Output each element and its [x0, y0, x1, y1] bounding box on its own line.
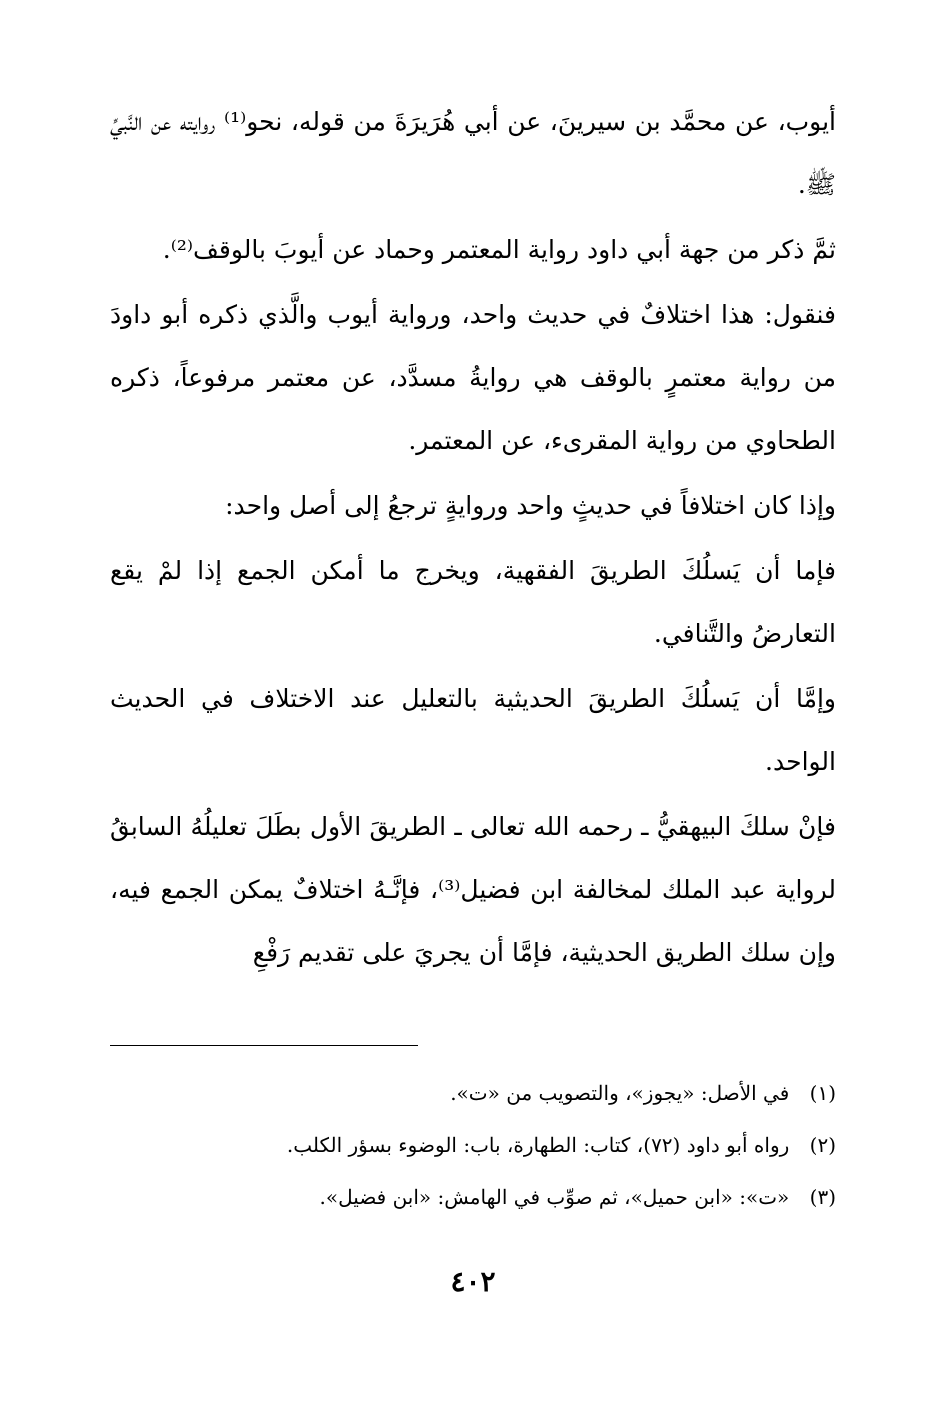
footnote-1	[110, 1067, 836, 1119]
footnote-separator	[110, 1045, 418, 1046]
main-text	[110, 90, 836, 984]
paragraph-2: ثمَّ ذكر من جهة أبي داود رواية المعتمر وحماد عن أيوبَ بالوقف⁽²⁾.	[162, 235, 836, 264]
footnote-text: «ت»: «ابن حميل»، ثم صوِّب في الهامش: «ابن فضيل».	[319, 1185, 790, 1209]
footnotes	[110, 1067, 836, 1223]
footnote-2	[110, 1119, 836, 1171]
footnote-number: (٣)	[809, 1185, 836, 1209]
footnote-number: (١)	[809, 1081, 836, 1105]
footnote-text: رواه أبو داود (٧٢)، كتاب: الطهارة، باب: الوضوء بسؤر الكلب.	[286, 1133, 790, 1157]
footnote-3	[110, 1171, 836, 1223]
paragraph-4: وإذا كان اختلافاً في حديثٍ واحد وروايةٍ ترجعُ إلى أصل واحد:	[225, 491, 836, 520]
paragraph-6: وإمَّا أن يَسلُكَ الطريقَ الحديثية بالتعليل عند الاختلاف في الحديث الواحد.	[110, 684, 836, 776]
page-number: ٤٠٢	[450, 1265, 496, 1298]
paragraph-1: أيوب، عن محمَّد بن سيرينَ، عن أبي هُرَيرَةَ من قوله، نحو⁽¹⁾ روايته عن النَّبيِّ ﷺ.	[110, 107, 836, 199]
footnote-text: في الأصل: «يجوز»، والتصويب من «ت».	[450, 1081, 790, 1105]
paragraph-7: فإنْ سلكَ البيهقيُّ ـ رحمه الله تعالى ـ الطريقَ الأول بطَلَ تعليلُهُ السابقُ لرواية عبد الملك لمخالفة ابن فضيل⁽³⁾، فإنَّـهُ اختلافٌ يمكن الجمع فيه، وإن سلك الطريق الحديثية، فإمَّا أن يجريَ على تقديم رَفْعِ	[110, 812, 836, 967]
paragraph-5: فإما أن يَسلُكَ الطريقَ الفقهية، ويخرج ما أمكن الجمع إذا لمْ يقع التعارضُ والتَّنافي.	[110, 556, 836, 648]
book-page	[110, 0, 836, 1401]
footnote-number: (٢)	[809, 1133, 836, 1157]
paragraph-3: فنقول: هذا اختلافٌ في حديث واحد، ورواية أيوب والَّذي ذكره أبو داودَ من رواية معتمرٍ بالوقف هي روايةُ مسدَّد، عن معتمر مرفوعاً، ذكره الطحاوي من رواية المقرىء، عن المعتمر.	[110, 300, 836, 455]
